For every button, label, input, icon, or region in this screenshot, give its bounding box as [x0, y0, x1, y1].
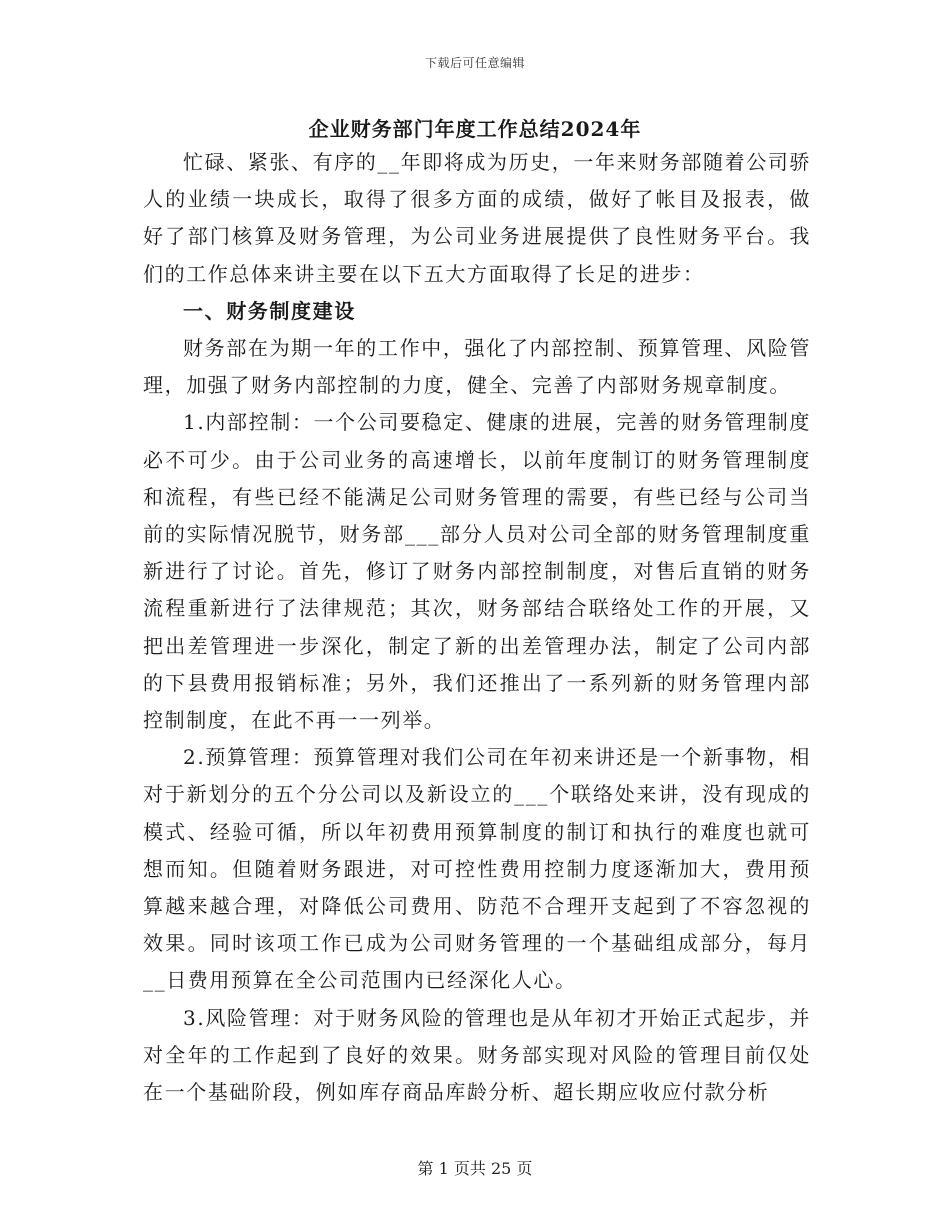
budget-management-paragraph: 2.预算管理：预算管理对我们公司在年初来讲还是一个新事物，相对于新划分的五个分公司以及新设立的___个联络处来讲，没有现成的模式、经验可循，所以年初费用预算制度的制订和执行的难度也就可想而知。但随着财务跟进，对可控性费用控制力度逐渐加大，费用预算越来越合理，对降低公司费用、防范不合理开支起到了不容忽视的效果。同时该项工作已成为公司财务管理的一个基础组成部分，每月__日费用预算在全公司范围内已经深化人心。	[143, 745, 811, 993]
risk-management-paragraph: 3.风险管理：对于财务风险的管理也是从年初才开始正式起步，并对全年的工作起到了良好的效果。财务部实现对风险的管理目前仅处在一个基础阶段，例如库存商品库龄分析、超长期应收应付款分析	[143, 1005, 811, 1105]
document-body	[143, 144, 811, 1111]
section-heading: 一、财务制度建设	[183, 298, 356, 323]
page-number: 第 1 页共 25 页	[417, 1159, 533, 1178]
internal-control-paragraph: 1.内部控制：一个公司要稳定、健康的进展，完善的财务管理制度必不可少。由于公司业务的高速增长，以前年度制订的财务管理制度和流程，有些已经不能满足公司财务管理的需要，有些已经与公司当前的实际情况脱节，财务部___部分人员对公司全部的财务管理制度重新进行了讨论。首先，修订了财务内部控制制度，对售后直销的财务流程重新进行了法律规范；其次，财务部结合联络处工作的开展，又把出差管理进一步深化，制定了新的出差管理办法，制定了公司内部的下县费用报销标准；另外，我们还推出了一系列新的财务管理内部控制制度，在此不再一一列举。	[143, 410, 811, 733]
page-header-note: 下载后可任意编辑	[424, 56, 525, 70]
document-title: 企业财务部门年度工作总结2024年	[308, 117, 642, 141]
section-paragraph: 财务部在为期一年的工作中，强化了内部控制、预算管理、风险管理，加强了财务内部控制的力度，健全、完善了内部财务规章制度。	[143, 336, 811, 398]
intro-paragraph: 忙碌、紧张、有序的__年即将成为历史，一年来财务部随着公司骄人的业绩一块成长，取得了很多方面的成绩，做好了帐目及报表，做好了部门核算及财务管理，为公司业务进展提供了良性财务平台。我们的工作总体来讲主要在以下五大方面取得了长足的进步：	[143, 150, 811, 286]
